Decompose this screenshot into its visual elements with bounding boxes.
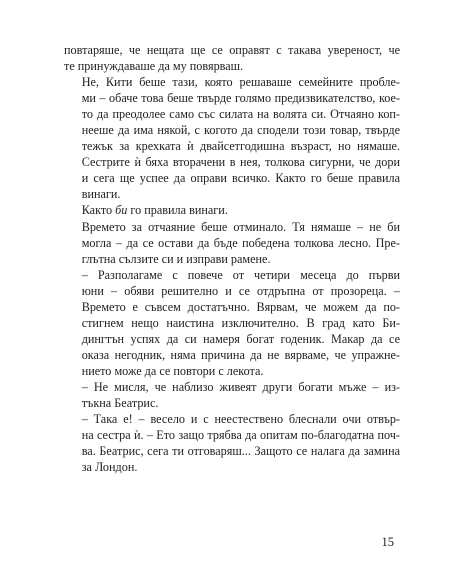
text-line: Времето за отчаяние беше отминало. Тя нямаше – не би (81, 219, 400, 234)
paragraph (64, 42, 400, 74)
paragraph (64, 219, 400, 267)
text-line: тъкна Беатрис. (81, 396, 159, 411)
paragraph (64, 411, 400, 475)
text-line: и сега ще успее да оправи всичко. Както го беше правила (81, 171, 400, 186)
text-line: тежък за крехката ѝ двайсетгодишна възраст, но нямаше. (81, 139, 400, 154)
text-line: могла – да се остави да бъде победена толкова лесно. Пре- (81, 235, 400, 250)
text-line: стигнем нещо наистина изключително. В град като Би- (81, 315, 400, 330)
text-line: винаги. (81, 187, 121, 202)
text-line: оказа негодник, няма причина да не вярваме, че упражне- (81, 347, 400, 362)
text-line: юни – обяви решително и се отдръпна от прозореца. – (81, 283, 400, 298)
text-line: нееше да има някой, с когото да сподели този товар, твърде (81, 123, 400, 138)
text-line: – Разполагаме с повече от четири месеца до първи (81, 267, 400, 282)
paragraph (64, 74, 400, 202)
text-line: – Не мисля, че наблизо живеят други богати мъже – из- (81, 379, 400, 394)
text-line: ва. Беатрис, сега ти отговаряш... Защото се налага да замина (81, 444, 400, 459)
page-number: 15 (381, 535, 394, 549)
page-text (64, 42, 400, 475)
text-line: повтаряше, че нещата ще се оправят с такава увереност, че (64, 43, 400, 57)
text-line (64, 202, 400, 218)
emphasized-word: би (115, 203, 128, 218)
text-line: нието може да се повтори с лекота. (81, 363, 264, 378)
text-line: ми – обаче това беше твърде голямо предизвикателство, кое- (81, 91, 400, 106)
text-line: на сестра ѝ. – Ето защо трябва да опитам по-благодатна поч- (81, 428, 400, 443)
paragraph (64, 267, 400, 379)
paragraph (64, 202, 400, 218)
text-line: Не, Кити беше тази, която решаваше семейните пробле- (81, 75, 400, 90)
text-segment: Както (81, 203, 116, 218)
text-line: дингтън успях да си намеря богат годеник. Макар да се (81, 331, 400, 346)
text-line: те принуждаваше да му повярваш. (64, 59, 244, 74)
text-line: за Лондон. (81, 460, 138, 475)
text-segment: го правила винаги. (127, 203, 228, 218)
text-line: то да преодолее само със силата на волята си. Отчаяно коп- (81, 107, 400, 122)
text-line: Времето е съвсем достатъчно. Вярвам, че можем да по- (81, 299, 400, 314)
text-line: Сестрите ѝ бяха вторачени в нея, толкова сигурни, че дори (81, 155, 400, 170)
text-line: – Така е! – весело и с неестествено блеснали очи отвър- (81, 412, 400, 427)
text-line: глътна сълзите си и изправи рамене. (81, 251, 271, 266)
paragraph (64, 379, 400, 411)
